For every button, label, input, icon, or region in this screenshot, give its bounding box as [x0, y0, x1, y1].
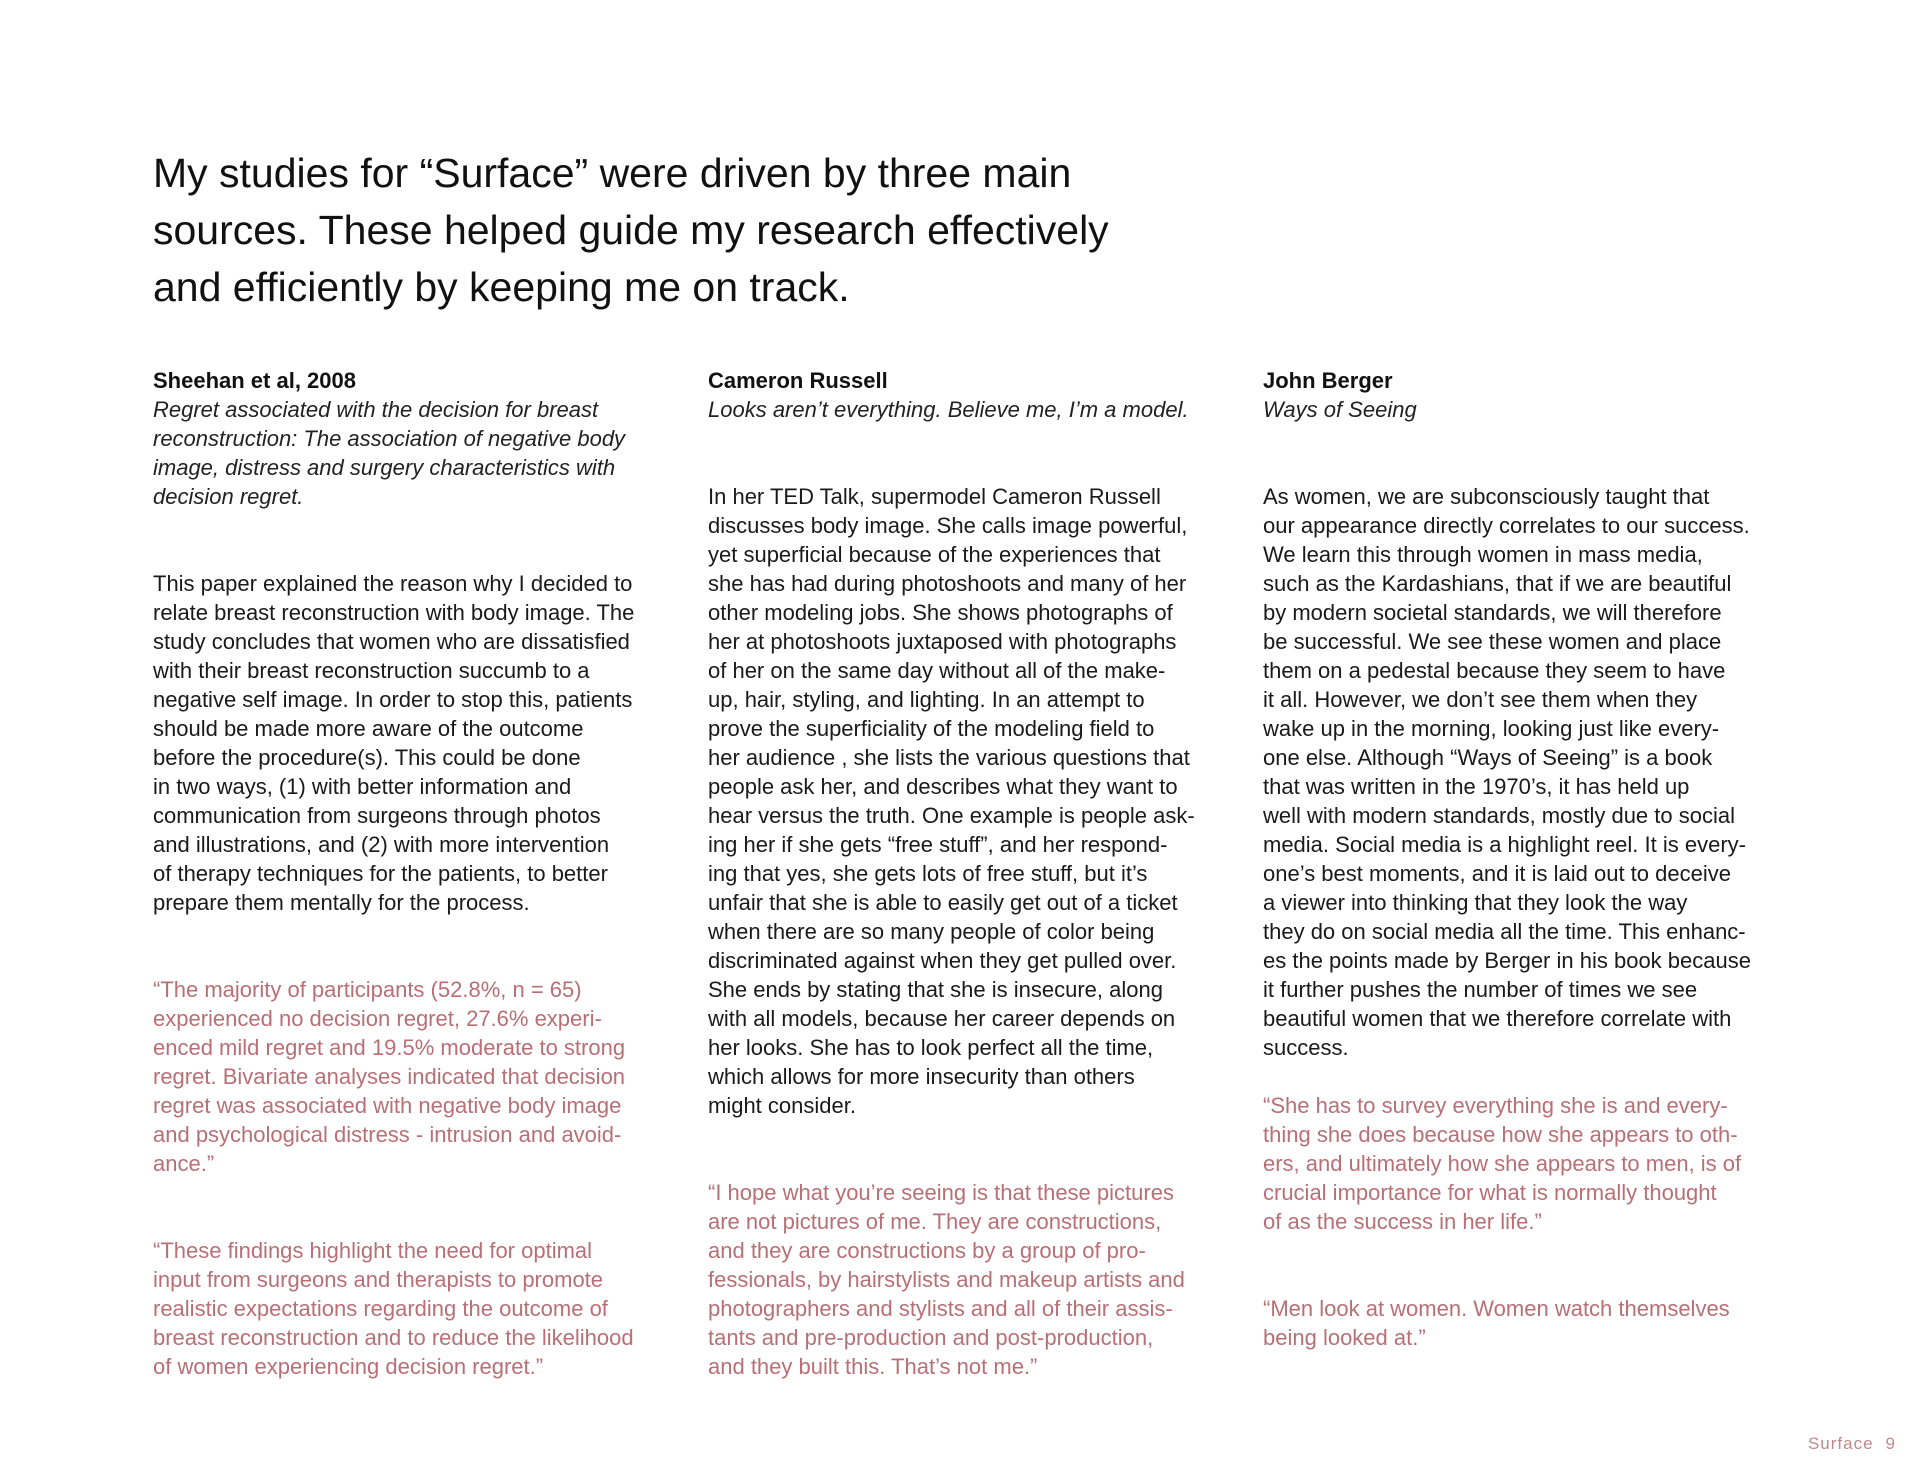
summary-line: discriminated against when they get pulled over. [708, 948, 1177, 973]
summary-line: in two ways, (1) with better information and [153, 774, 572, 799]
summary-line: In her TED Talk, supermodel Cameron Russell [708, 484, 1161, 509]
pull-quote [1263, 1294, 1788, 1352]
summary-line: well with modern standards, mostly due to social [1263, 803, 1735, 828]
summary-line: discusses body image. She calls image powerful, [708, 513, 1188, 538]
pull-quote [153, 975, 678, 1178]
summary-line: relate breast reconstruction with body image. The [153, 600, 635, 625]
summary-line: that was written in the 1970’s, it has held up [1263, 774, 1690, 799]
pull-quote [1263, 1091, 1788, 1236]
pull-quote [708, 1178, 1233, 1381]
intro-line: sources. These helped guide my research effectively [153, 207, 1109, 253]
quote-line: being looked at.” [1263, 1325, 1426, 1350]
summary-line: her audience , she lists the various questions that [708, 745, 1190, 770]
source-title-line: Looks aren’t everything. Believe me, I’m a model. [708, 397, 1189, 422]
summary-line: might consider. [708, 1093, 856, 1118]
summary-line: which allows for more insecurity than others [708, 1064, 1135, 1089]
quote-line: regret. Bivariate analyses indicated that decision [153, 1064, 626, 1089]
source-summary [1263, 482, 1788, 1062]
source-author: John Berger [1263, 368, 1393, 393]
quote-line: of as the success in her life.” [1263, 1209, 1542, 1234]
summary-line: of therapy techniques for the patients, to better [153, 861, 608, 886]
summary-line: unfair that she is able to easily get out of a ticket [708, 890, 1178, 915]
quote-line: of women experiencing decision regret.” [153, 1354, 544, 1379]
quote-line: regret was associated with negative body image [153, 1093, 622, 1118]
intro-line: and efficiently by keeping me on track. [153, 264, 850, 310]
summary-line: media. Social media is a highlight reel. It is every- [1263, 832, 1746, 857]
source-column-berger [1263, 366, 1788, 1352]
summary-line: beautiful women that we therefore correlate with [1263, 1006, 1732, 1031]
quote-line: “Men look at women. Women watch themselves [1263, 1296, 1730, 1321]
page-number: 9 [1885, 1434, 1896, 1453]
summary-line: hear versus the truth. One example is people ask- [708, 803, 1195, 828]
summary-line: prove the superficiality of the modeling field to [708, 716, 1155, 741]
summary-line: our appearance directly correlates to our success. [1263, 513, 1750, 538]
source-title-line: image, distress and surgery characteristics with [153, 455, 616, 480]
footer-label: Surface [1807, 1434, 1874, 1453]
summary-line: of her on the same day without all of the make- [708, 658, 1166, 683]
summary-line: by modern societal standards, we will therefore [1263, 600, 1722, 625]
page-intro [153, 145, 1153, 316]
summary-line: people ask her, and describes what they want to [708, 774, 1178, 799]
quote-line: and they built this. That’s not me.” [708, 1354, 1038, 1379]
source-title-line: Regret associated with the decision for breast [153, 397, 599, 422]
summary-line: it further pushes the number of times we see [1263, 977, 1698, 1002]
summary-line: with all models, because her career depends on [708, 1006, 1176, 1031]
quote-line: crucial importance for what is normally thought [1263, 1180, 1717, 1205]
quote-line: input from surgeons and therapists to promote [153, 1267, 604, 1292]
quote-line: thing she does because how she appears to oth- [1263, 1122, 1738, 1147]
summary-line: one else. Although “Ways of Seeing” is a book [1263, 745, 1713, 770]
summary-line: her looks. She has to look perfect all the time, [708, 1035, 1154, 1060]
summary-line: ing her if she gets “free stuff”, and her respond- [708, 832, 1168, 857]
summary-line: them on a pedestal because they seem to have [1263, 658, 1726, 683]
summary-line: ing that yes, she gets lots of free stuff, but it’s [708, 861, 1148, 886]
source-author: Cameron Russell [708, 368, 888, 393]
summary-line: her at photoshoots juxtaposed with photographs [708, 629, 1177, 654]
quote-line: fessionals, by hairstylists and makeup artists and [708, 1267, 1185, 1292]
quote-line: ers, and ultimately how she appears to men, is of [1263, 1151, 1742, 1176]
summary-line: before the procedure(s). This could be done [153, 745, 581, 770]
summary-line: be successful. We see these women and place [1263, 629, 1722, 654]
source-title [153, 395, 678, 511]
quote-line: and they are constructions by a group of pro- [708, 1238, 1146, 1263]
quote-line: “I hope what you’re seeing is that these pictures [708, 1180, 1174, 1205]
summary-line: study concludes that women who are dissatisfied [153, 629, 630, 654]
quote-line: realistic expectations regarding the outcome of [153, 1296, 608, 1321]
quote-line: and psychological distress - intrusion and avoid- [153, 1122, 622, 1147]
summary-line: other modeling jobs. She shows photographs of [708, 600, 1173, 625]
quote-line: breast reconstruction and to reduce the likelihood [153, 1325, 634, 1350]
quote-line: enced mild regret and 19.5% moderate to strong [153, 1035, 626, 1060]
quote-line: “These findings highlight the need for optimal [153, 1238, 593, 1263]
summary-line: prepare them mentally for the process. [153, 890, 530, 915]
quote-line: ance.” [153, 1151, 215, 1176]
summary-line: success. [1263, 1035, 1349, 1060]
pull-quote [153, 1236, 678, 1381]
intro-line: My studies for “Surface” were driven by three main [153, 150, 1072, 196]
source-title-line: Ways of Seeing [1263, 397, 1417, 422]
summary-line: She ends by stating that she is insecure, along [708, 977, 1163, 1002]
source-column-russell [708, 366, 1233, 1381]
quote-line: photographers and stylists and all of their assis- [708, 1296, 1173, 1321]
summary-line: she has had during photoshoots and many of her [708, 571, 1187, 596]
page-footer [1808, 1434, 1896, 1454]
summary-line: a viewer into thinking that they look the way [1263, 890, 1688, 915]
source-column-sheehan [153, 366, 678, 1381]
summary-line: es the points made by Berger in his book because [1263, 948, 1751, 973]
source-summary [153, 569, 678, 917]
summary-line: one’s best moments, and it is laid out to deceive [1263, 861, 1731, 886]
summary-line: As women, we are subconsciously taught that [1263, 484, 1710, 509]
summary-line: This paper explained the reason why I decided to [153, 571, 633, 596]
quote-line: tants and pre-production and post-production, [708, 1325, 1154, 1350]
summary-line: We learn this through women in mass media, [1263, 542, 1703, 567]
summary-line: when there are so many people of color being [708, 919, 1155, 944]
quote-line: experienced no decision regret, 27.6% experi- [153, 1006, 602, 1031]
source-title-line: decision regret. [153, 484, 304, 509]
source-title-line: reconstruction: The association of negative body [153, 426, 626, 451]
source-summary [708, 482, 1233, 1120]
summary-line: it all. However, we don’t see them when they [1263, 687, 1698, 712]
quote-line: are not pictures of me. They are constructions, [708, 1209, 1162, 1234]
summary-line: should be made more aware of the outcome [153, 716, 584, 741]
source-title [1263, 395, 1788, 424]
summary-line: communication from surgeons through photos [153, 803, 601, 828]
summary-line: and illustrations, and (2) with more intervention [153, 832, 610, 857]
summary-line: such as the Kardashians, that if we are beautiful [1263, 571, 1732, 596]
quote-line: “She has to survey everything she is and every- [1263, 1093, 1728, 1118]
summary-line: wake up in the morning, looking just like every- [1263, 716, 1720, 741]
summary-line: up, hair, styling, and lighting. In an attempt to [708, 687, 1145, 712]
summary-line: yet superficial because of the experiences that [708, 542, 1161, 567]
summary-line: with their breast reconstruction succumb to a [153, 658, 590, 683]
source-author: Sheehan et al, 2008 [153, 368, 356, 393]
summary-line: they do on social media all the time. This enhanc- [1263, 919, 1746, 944]
summary-line: negative self image. In order to stop this, patients [153, 687, 633, 712]
source-title [708, 395, 1233, 424]
quote-line: “The majority of participants (52.8%, n = 65) [153, 977, 582, 1002]
